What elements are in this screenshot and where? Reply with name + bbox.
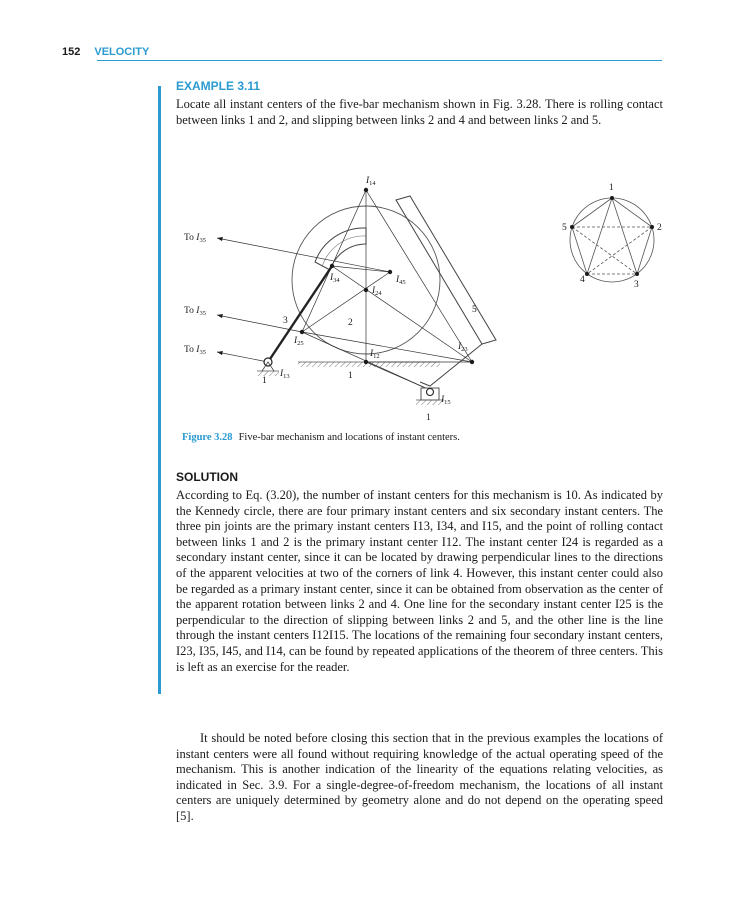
- kennedy-node-1: 1: [609, 183, 614, 193]
- solution-body: According to Eq. (3.20), the number of instant centers for this mechanism is 10. As indicated by the Kennedy circle, there are four primary instant centers and six secondary instant centers. The three pin joints are the primary instant centers I13, I34, and I15, and the point of rolling contact between links 1 and 2 is the primary instant center I12. The instant center I24 is regarded as a secondary instant center, since it can be located by drawing perpendicular lines to the directions of the apparent velocities at two of the corners of link 4. However, this instant center could also be regarded as a primary instant center, since it can be obtained from observation as the center of the apparent rotation between links 2 and 4. One line for the secondary instant center I25 is the perpendicular to the direction of slipping between links 2 and 5, and the other line is the line through the instant centers I12I15. The locations of the remaining four secondary instant centers, I23, I35, I45, and I14, can be found by repeated applications of the theorem of three centers. This is left as an exercise for the reader.: [176, 488, 663, 674]
- figure-label: Figure 3.28: [182, 432, 233, 443]
- label-i23: I: [458, 342, 462, 352]
- kennedy-node-4: 4: [580, 275, 585, 285]
- svg-text:To I35: To $I_{35}$: [184, 306, 206, 317]
- svg-text:I13: $I_{13}$: [280, 369, 290, 380]
- to-label-1: To: [184, 233, 197, 243]
- link-num-1c: 1: [426, 413, 431, 423]
- svg-text:I12: $I_{12}$: [370, 349, 380, 360]
- to-label-3: To: [184, 345, 197, 355]
- link-num-5: 5: [472, 305, 477, 315]
- label-i15: I: [441, 395, 445, 405]
- svg-text:To I35: To $I_{35}$: [184, 233, 206, 244]
- label-i24: I: [372, 286, 376, 296]
- link-num-1a: 1: [262, 376, 267, 386]
- figure-caption: [182, 432, 460, 443]
- ground-hatch: [298, 362, 440, 367]
- kennedy-node-2: 2: [657, 223, 662, 233]
- solution-title: SOLUTION: [176, 470, 238, 484]
- svg-text:I34: $I_{34}$: [330, 273, 340, 284]
- link-num-3: 3: [283, 316, 288, 326]
- svg-text:I25: $I_{25}$: [294, 336, 304, 347]
- link-4-slot: [315, 228, 366, 270]
- example-title: EXAMPLE 3.11: [176, 79, 261, 93]
- section-title: VELOCITY: [94, 46, 150, 58]
- label-i25: I: [294, 336, 298, 346]
- kennedy-node-5: 5: [562, 223, 567, 233]
- label-i45: I: [396, 275, 400, 285]
- svg-text:I45: $I_{45}$: [396, 275, 406, 286]
- label-i13: I: [280, 369, 284, 379]
- example-problem: Locate all instant centers of the five-bar mechanism shown in Fig. 3.28. There is rolling contact between links 1 and 2, and slipping between links 2 and 4 and between links 2 and 5.: [176, 97, 663, 127]
- label-i34: I: [330, 273, 334, 283]
- link-5: [396, 196, 496, 344]
- svg-text:I24: $I_{24}$: [372, 286, 382, 297]
- svg-text:I23: $I_{23}$: [458, 342, 468, 353]
- svg-text:I15: $I_{15}$: [441, 395, 451, 406]
- svg-text:To I35: To $I_{35}$: [184, 345, 206, 356]
- link-num-1b: 1: [348, 371, 353, 381]
- kennedy-circle: [562, 183, 662, 290]
- svg-text:I14: $I_{14}$: [366, 176, 376, 187]
- kennedy-node-3: 3: [634, 280, 639, 290]
- link-3: [268, 266, 332, 362]
- figure-caption-text: Five-bar mechanism and locations of instant centers.: [238, 432, 460, 443]
- page-number: 152: [62, 46, 81, 58]
- label-i14: I: [366, 176, 370, 186]
- to-label-2: To: [184, 306, 197, 316]
- closing-paragraph: It should be noted before closing this section that in the previous examples the locations of instant centers were all found without requiring knowledge of the actual operating speed of the mechanism. This is another indication of the linearity of the equations relating velocities, as indicated in Sec. 3.9. For a single-degree-of-freedom mechanism, the locations of all instant centers are uniquely determined by geometry alone and do not depend on the operating speed [5].: [176, 731, 663, 823]
- label-i12: I: [370, 349, 374, 359]
- link-num-2: 2: [348, 318, 353, 328]
